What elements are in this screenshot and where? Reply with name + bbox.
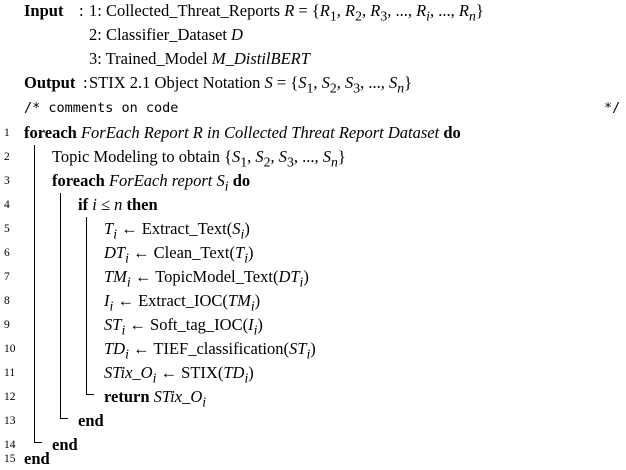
input-item-1: 1: Collected_Threat_Reports $R = \{R_1$, $R_2$, $R_3$, ..., $R_i$, ..., $R_n$}	[89, 1, 484, 24]
line-number: 4	[4, 199, 10, 211]
output-colon: :	[83, 73, 88, 92]
foreach-keyword: foreach	[52, 171, 105, 190]
code-line-6: $DT_i$ ← $Clean\_Text(T_i)$	[104, 243, 254, 266]
block-guide-outer-hook	[34, 442, 42, 443]
block-guide-inner	[86, 217, 87, 395]
line-number: 2	[4, 151, 10, 163]
return-keyword: return	[104, 387, 150, 406]
code-line-1	[24, 122, 461, 144]
code-line-12: return $STix\_O_i$	[104, 387, 207, 410]
comment-open: /* comments on code	[24, 100, 179, 116]
comment-close: */	[604, 100, 621, 116]
code-line-9: $ST_i$ ← $Soft\_tag\_IOC(I_i)$	[104, 315, 263, 338]
block-guide-middle-hook	[60, 418, 68, 419]
line-number: 14	[4, 439, 16, 451]
block-guide-middle	[60, 193, 61, 419]
input-item-3: 3: Trained_Model M_DistilBERT	[89, 49, 310, 68]
if-keyword: if	[78, 195, 89, 214]
line-number: 10	[4, 343, 16, 355]
output-text: STIX 2.1 Object Notation $S = \{S_1$, $S_2$, $S_3$, ..., $S_n$}	[89, 73, 413, 96]
code-line-10: $TD_i$ ← $TIEF\_classification(ST_i)$	[104, 339, 316, 362]
foreach-keyword: foreach	[24, 123, 77, 142]
line-number: 1	[4, 127, 10, 139]
block-guide-inner-hook	[86, 394, 94, 395]
input-colon: :	[79, 1, 84, 20]
line-number: 8	[4, 295, 10, 307]
end-keyword: end	[52, 435, 78, 454]
do-keyword: do	[232, 171, 251, 190]
code-line-5: $T_i$ ← $Extract\_Text(S_i)$	[104, 219, 250, 242]
line-number: 11	[4, 367, 16, 379]
code-line-7: $TM_i$ ← $TopicModel\_Text(DT_i)$	[104, 267, 309, 290]
do-keyword: do	[443, 123, 461, 142]
line-number: 5	[4, 223, 10, 235]
then-keyword: then	[126, 195, 158, 214]
line-number: 15	[4, 453, 16, 465]
code-line-2: Topic Modeling to obtain {$S_1$, $S_2$, $S_3$, ..., $S_n$}	[52, 147, 346, 170]
output-label: Output	[24, 73, 76, 92]
input-item-2: 2: Classifier_Dataset D	[89, 25, 243, 44]
line-number: 9	[4, 319, 10, 331]
code-line-4: if i ≤ n then	[78, 195, 158, 214]
line-number: 13	[4, 415, 16, 427]
block-guide-outer	[34, 145, 35, 443]
input-label: Input	[24, 1, 64, 20]
line-number: 12	[4, 391, 16, 403]
loop-description: ForEach Report R in Collected Threat Report Dataset	[80, 123, 440, 142]
line-number: 3	[4, 175, 10, 187]
end-keyword: end	[78, 411, 104, 430]
line-number: 6	[4, 247, 10, 259]
line-number: 7	[4, 271, 10, 283]
code-line-11: $STix\_O_i$ ← $STIX(TD_i)$	[104, 363, 254, 386]
code-line-8: $I_i$ ← $Extract\_IOC(TM_i)$	[104, 291, 261, 314]
code-line-3: foreach ForEach report $S_i$ do	[52, 171, 251, 194]
end-keyword: end	[24, 449, 50, 468]
